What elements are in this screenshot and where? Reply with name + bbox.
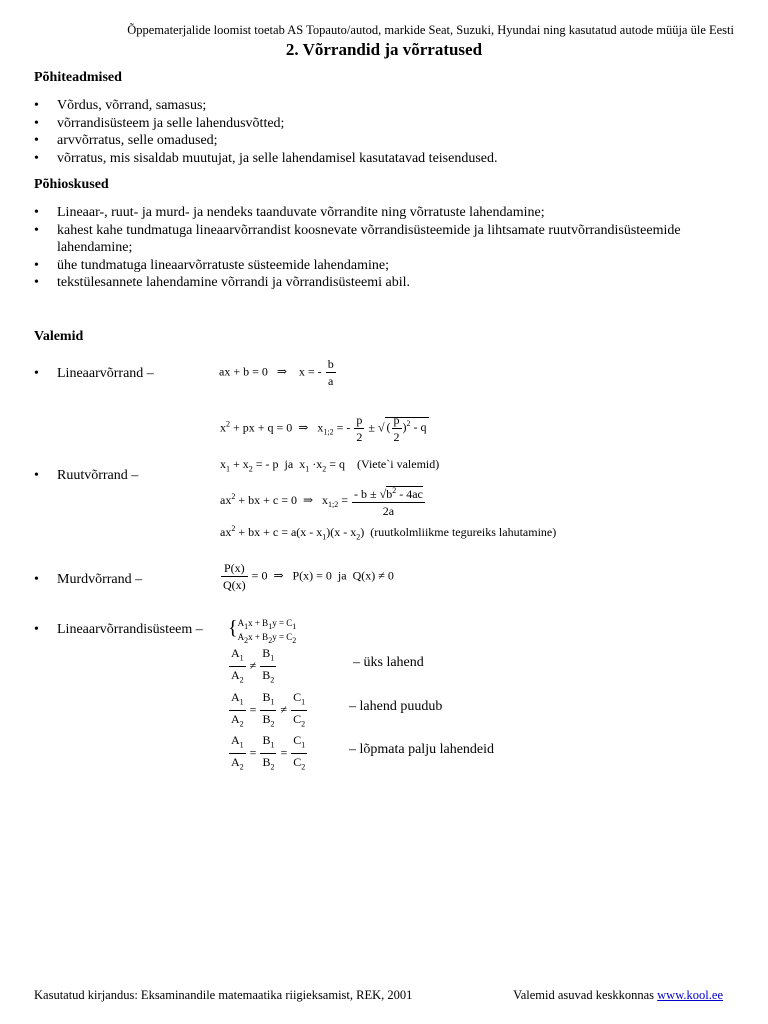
rational-equation-item: [34, 572, 142, 588]
kool-link[interactable]: www.kool.ee: [657, 988, 723, 1002]
linear-formula: ax + b = 0 ⇒ x = - $\frac{b}{a}$: [219, 357, 334, 388]
system-none-note: – lahend puudub: [349, 699, 443, 714]
rational-label: Murdvõrrand –: [57, 572, 143, 587]
factor-formula: $ax^2$ + bx + $c = a(x - x_1)(x - x_2)$ (ruutkolmliikme tegureiks lahutamine): [220, 524, 557, 542]
quadratic-label: Ruutvõrrand –: [57, 468, 139, 483]
system-condition-none: $\frac{A_1}{A_2}$ = $\frac{B_1}{B_2}$ ≠ $\frac{C_1}{C_2}$: [231, 690, 306, 729]
system-infinite-note: – lõpmata palju lahendeid: [349, 742, 495, 757]
system-condition-one: $\frac{A_1}{A_2}$ ≠ $\frac{B_1}{B_2}$: [231, 646, 275, 685]
list-item: • Lineaar-, ruut- ja murd- ja nendeks taanduvate võrrandite ning võrratuste lahendamine;: [34, 204, 734, 222]
quadratic-equation-item: [34, 468, 138, 484]
skills-list: [34, 204, 734, 292]
quadratic-formula: $x^2$ + px + q = 0 ⇒ $x_{1;2}$ = - $\frac{p}{2}$ ± √ ( $\frac{p}{2}$ )$^2$ - q: [220, 413, 427, 444]
page-title: 2. Võrrandid ja võrratused: [285, 40, 483, 59]
linear-system-item: [34, 622, 203, 638]
quadratic-general-formula: $ax^2$ + bx + c = 0 ⇒ $x_{1;2}$ = $\frac{- b \pm √b^2 - 4ac}{2a}$: [220, 483, 426, 519]
rational-formula: $\frac{P(x)}{Q(x)}$ = 0 ⇒ P(x) = 0 ja Q(x) ≠ 0: [223, 561, 394, 592]
basics-heading: Põhiteadmised: [34, 70, 122, 85]
list-item: • võrratus, mis sisaldab muutujat, ja selle lahendamisel kasutatavad teisendused.: [34, 150, 734, 168]
system-one-note: – üks lahend: [353, 655, 424, 670]
linear-label: Lineaarvõrrand –: [57, 366, 154, 381]
linear-equation-item: [34, 366, 154, 382]
list-item: • tekstülesannete lahendamine võrrandi ja võrrandisüsteemi abil.: [34, 274, 734, 292]
footer-link-line: [513, 988, 723, 1003]
skills-heading: Põhioskused: [34, 177, 109, 192]
list-item: • Võrdus, võrrand, samasus;: [34, 97, 734, 115]
footer-formulas-text: Valemid asuvad keskkonnas: [513, 988, 655, 1002]
factor-note: (ruutkolmliikme tegureiks lahutamine): [370, 525, 557, 539]
system-condition-infinite: $\frac{A_1}{A_2}$ = $\frac{B_1}{B_2}$ = $\frac{C_1}{C_2}$: [231, 733, 306, 772]
system-label: Lineaarvõrrandisüsteem –: [57, 622, 203, 637]
list-item: • ühe tundmatuga lineaarvõrratuste süsteemide lahendamine;: [34, 257, 734, 275]
system-formula: {$A_1x + B_1y = C_1$ $A_2x + B_2y = C_2$: [228, 617, 297, 645]
list-item: • kahest kahe tundmatuga lineaarvõrrandist koosnevate võrrandisüsteemide ja lihtsamate ruutvõrrandisüsteemide lahendamine;: [34, 222, 734, 257]
list-item: • arvvõrratus, selle omadused;: [34, 132, 734, 150]
header-note: Õppematerjalide loomist toetab AS Topauto/autod, markide Seat, Suzuki, Hyundai ning kasutatud autode müüja üle Eesti: [127, 23, 734, 37]
list-item: • võrrandisüsteem ja selle lahendusvõtted;: [34, 115, 734, 133]
vieta-formula: $x_1 + x_2$ = - p ja $x_1 \cdot x_2 = q$ (Viete`i valemid): [220, 457, 440, 474]
vieta-note: (Viete`i valemid): [357, 457, 440, 471]
footer-source: Kasutatud kirjandus: Eksaminandile matemaatika riigieksamist, REK, 2001: [34, 988, 413, 1002]
formulas-heading: Valemid: [34, 329, 84, 344]
basics-list: [34, 97, 734, 167]
